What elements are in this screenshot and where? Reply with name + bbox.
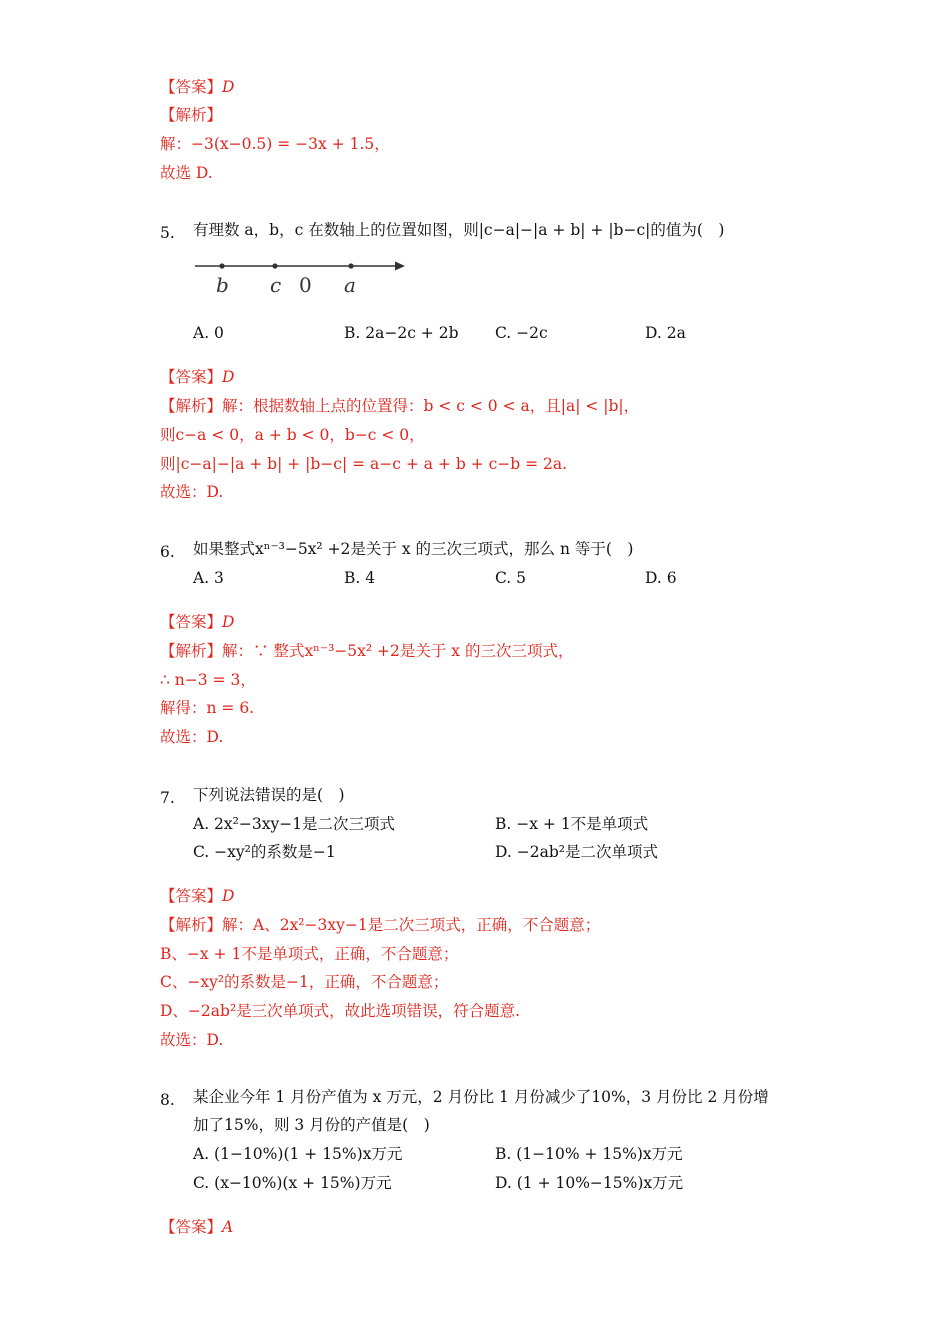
q8-number: 8. [160, 1091, 175, 1109]
q8-answer-line [160, 1216, 233, 1238]
q5-step-2: 则c−a < 0，a + b < 0，b−c < 0， [160, 426, 425, 444]
answer-value: D [222, 613, 235, 631]
q6-option-c: C. 5 [495, 569, 527, 587]
label-zero: 0 [299, 273, 312, 297]
q6-analysis-line [160, 640, 573, 662]
analysis-label: 【解析】 [160, 397, 223, 415]
q5-option-c: C. −2c [495, 324, 548, 342]
number-line-figure [195, 252, 415, 302]
q5-analysis-line [160, 395, 639, 417]
q7-analysis-line [160, 914, 600, 936]
q7-option-c: C. −xy²的系数是−1 [193, 843, 336, 861]
point-a [348, 263, 353, 268]
answer-value: D [222, 368, 235, 386]
q5-step-4: 故选：D. [160, 483, 224, 501]
q5-stem: 有理数 a，b，c 在数轴上的位置如图，则|c−a|−|a + b| + |b−c|的值为( ) [193, 221, 725, 239]
label-b: b [216, 273, 229, 297]
q6-option-d: D. 6 [645, 569, 677, 587]
q7-step-1: 解：A、2x²−3xy−1是二次三项式，正确，不合题意； [222, 916, 601, 934]
q7-answer-line [160, 885, 234, 907]
q7-number: 7. [160, 789, 175, 807]
q6-step-4: 故选：D. [160, 728, 224, 746]
q5-option-a: A. 0 [193, 324, 224, 342]
q5-option-b: B. 2a−2c + 2b [344, 324, 459, 342]
answer-label: 【答案】 [160, 613, 223, 631]
answer-value: D [222, 887, 235, 905]
number-line-arrow [395, 262, 405, 271]
q4-step-1: 解：−3(x−0.5) = −3x + 1.5， [160, 135, 390, 153]
q5-number: 5. [160, 224, 175, 242]
answer-label: 【答案】 [160, 78, 223, 96]
q7-step-5: 故选：D. [160, 1031, 224, 1049]
answer-label: 【答案】 [160, 1218, 223, 1236]
answer-value: A [222, 1218, 234, 1236]
q4-step-2: 故选 D. [160, 164, 213, 182]
q4-analysis-label: 【解析】 [160, 106, 223, 124]
q8-stem-line-1: 某企业今年 1 月份产值为 x 万元，2 月份比 1 月份减少了10%，3 月份比 2 月份增 [193, 1088, 769, 1106]
q6-number: 6. [160, 543, 175, 561]
q7-step-2: B、−x + 1不是单项式，正确，不合题意； [160, 945, 459, 963]
q6-stem: 如果整式xⁿ⁻³−5x² +2是关于 x 的三次三项式，那么 n 等于( ) [193, 540, 634, 558]
q6-step-3: 解得：n = 6. [160, 699, 255, 717]
q8-option-b: B. (1−10% + 15%)x万元 [495, 1145, 683, 1163]
analysis-label: 【解析】 [160, 916, 223, 934]
q6-answer-line [160, 611, 234, 633]
q5-step-1: 解：根据数轴上点的位置得：b < c < 0 < a，且|a| < |b|， [222, 397, 640, 415]
q7-option-d: D. −2ab²是二次单项式 [495, 843, 658, 861]
label-a: a [344, 273, 356, 297]
q6-step-2: ∴ n−3 = 3， [160, 671, 256, 689]
analysis-label: 【解析】 [160, 642, 223, 660]
point-b [219, 263, 224, 268]
point-c [272, 263, 277, 268]
q7-option-a: A. 2x²−3xy−1是二次三项式 [193, 815, 396, 833]
q7-stem: 下列说法错误的是( ) [193, 786, 345, 804]
q6-step-1: 解：∵ 整式xⁿ⁻³−5x² +2是关于 x 的三次三项式， [222, 642, 574, 660]
q6-option-b: B. 4 [344, 569, 376, 587]
q8-stem-line-2: 加了15%，则 3 月份的产值是( ) [193, 1116, 430, 1134]
label-c: c [270, 273, 282, 297]
q4-answer-line [160, 76, 234, 98]
q5-step-3: 则|c−a|−|a + b| + |b−c| = a−c + a + b + c−b = 2a. [160, 455, 568, 473]
q5-option-d: D. 2a [645, 324, 686, 342]
q7-step-3: C、−xy²的系数是−1，正确，不合题意； [160, 973, 449, 991]
answer-label: 【答案】 [160, 887, 223, 905]
q8-option-d: D. (1 + 10%−15%)x万元 [495, 1174, 684, 1192]
answer-value: D [222, 78, 235, 96]
q8-option-a: A. (1−10%)(1 + 15%)x万元 [193, 1145, 403, 1163]
q7-step-4: D、−2ab²是三次单项式，故此选项错误，符合题意. [160, 1002, 521, 1020]
q8-option-c: C. (x−10%)(x + 15%)万元 [193, 1174, 392, 1192]
q6-option-a: A. 3 [193, 569, 224, 587]
answer-label: 【答案】 [160, 368, 223, 386]
q7-option-b: B. −x + 1不是单项式 [495, 815, 649, 833]
q5-answer-line [160, 366, 234, 388]
